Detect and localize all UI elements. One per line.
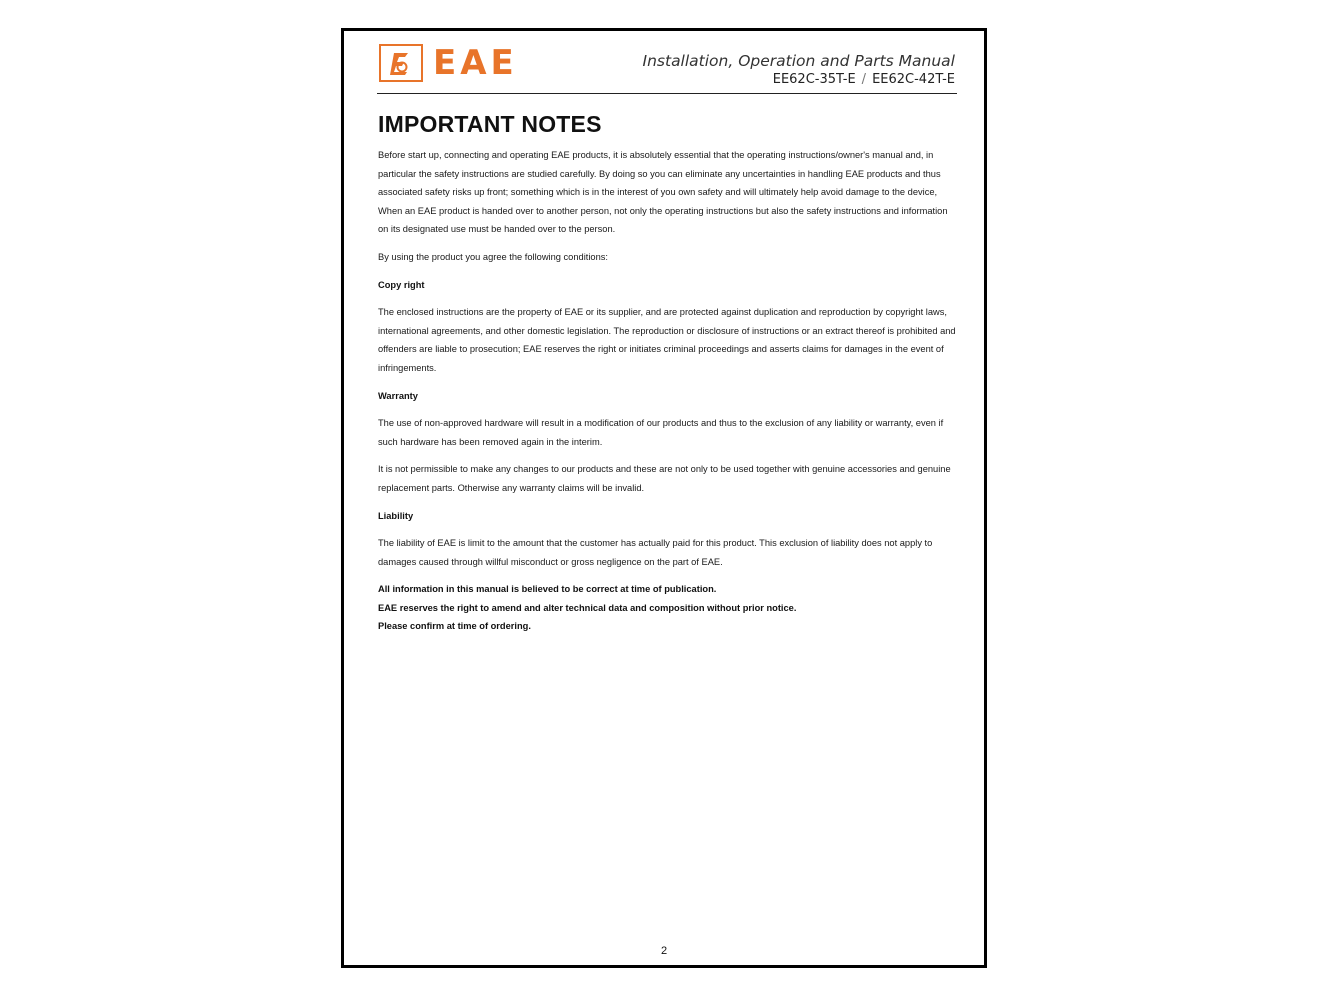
warranty-heading: Warranty: [378, 390, 418, 401]
document-page: [341, 28, 987, 968]
page-number: 2: [660, 945, 668, 957]
copyright-paragraph: The enclosed instructions are the property of EAE or its supplier, and are protected against duplication and reproduction by copyright laws, international agreements, and other domestic legislation. The reproduction or disclosure of instructions or an extract thereof is prohibited and offenders are liable to prosecution; EAE reserves the right or initiates criminal proceedings and asserts claims for damages in the event of infringements.: [378, 307, 956, 373]
copyright-heading: Copy right: [378, 279, 425, 290]
agreement-paragraph: By using the product you agree the following conditions:: [378, 251, 608, 262]
liability-heading: Liability: [378, 510, 414, 521]
brand-logo: [379, 44, 518, 82]
final-note-line: All information in this manual is believed to be correct at time of publication.: [378, 584, 717, 595]
model-numbers: [643, 71, 955, 88]
manual-title: Installation, Operation and Parts Manual: [642, 52, 955, 70]
page-title: IMPORTANT NOTES: [378, 111, 602, 137]
header-info: [643, 51, 955, 88]
model-b: EE62C-42T-E: [872, 72, 955, 87]
eae-logo-icon: [379, 44, 423, 82]
warranty-paragraph: It is not permissible to make any changes to our products and these are not only to be used together with genuine accessories and genuine replacement parts. Otherwise any warranty claims will be invalid.: [378, 464, 951, 493]
model-separator: /: [861, 72, 867, 87]
logo-wordmark: EAE: [433, 43, 518, 83]
page-content: [378, 111, 958, 636]
final-note-line: EAE reserves the right to amend and alter technical data and composition without prior notice.: [378, 602, 797, 613]
intro-paragraph: Before start up, connecting and operating EAE products, it is absolutely essential that the operating instructions/owner's manual and, in particular the safety instructions are studied carefully. By doing so you can eliminate any uncertainties in handling EAE products and thus associated safety risks up front; something which is in the interest of you own safety and will ultimately help avoid damage to the device, When an EAE product is handed over to another person, not only the operating instructions but also the safety instructions and information on its designated use must be handed over to the person.: [378, 150, 948, 235]
liability-paragraph: The liability of EAE is limit to the amount that the customer has actually paid for this product. This exclusion of liability does not apply to damages caused through willful misconduct or gross negligence on the part of EAE.: [378, 538, 933, 567]
warranty-paragraph: The use of non-approved hardware will result in a modification of our products and thus to the exclusion of any liability or warranty, even if such hardware has been removed again in the interim.: [378, 418, 944, 447]
final-note-line: Please confirm at time of ordering.: [378, 621, 531, 632]
final-notes: [378, 580, 958, 636]
model-a: EE62C-35T-E: [772, 72, 856, 87]
page-header: [377, 41, 957, 94]
